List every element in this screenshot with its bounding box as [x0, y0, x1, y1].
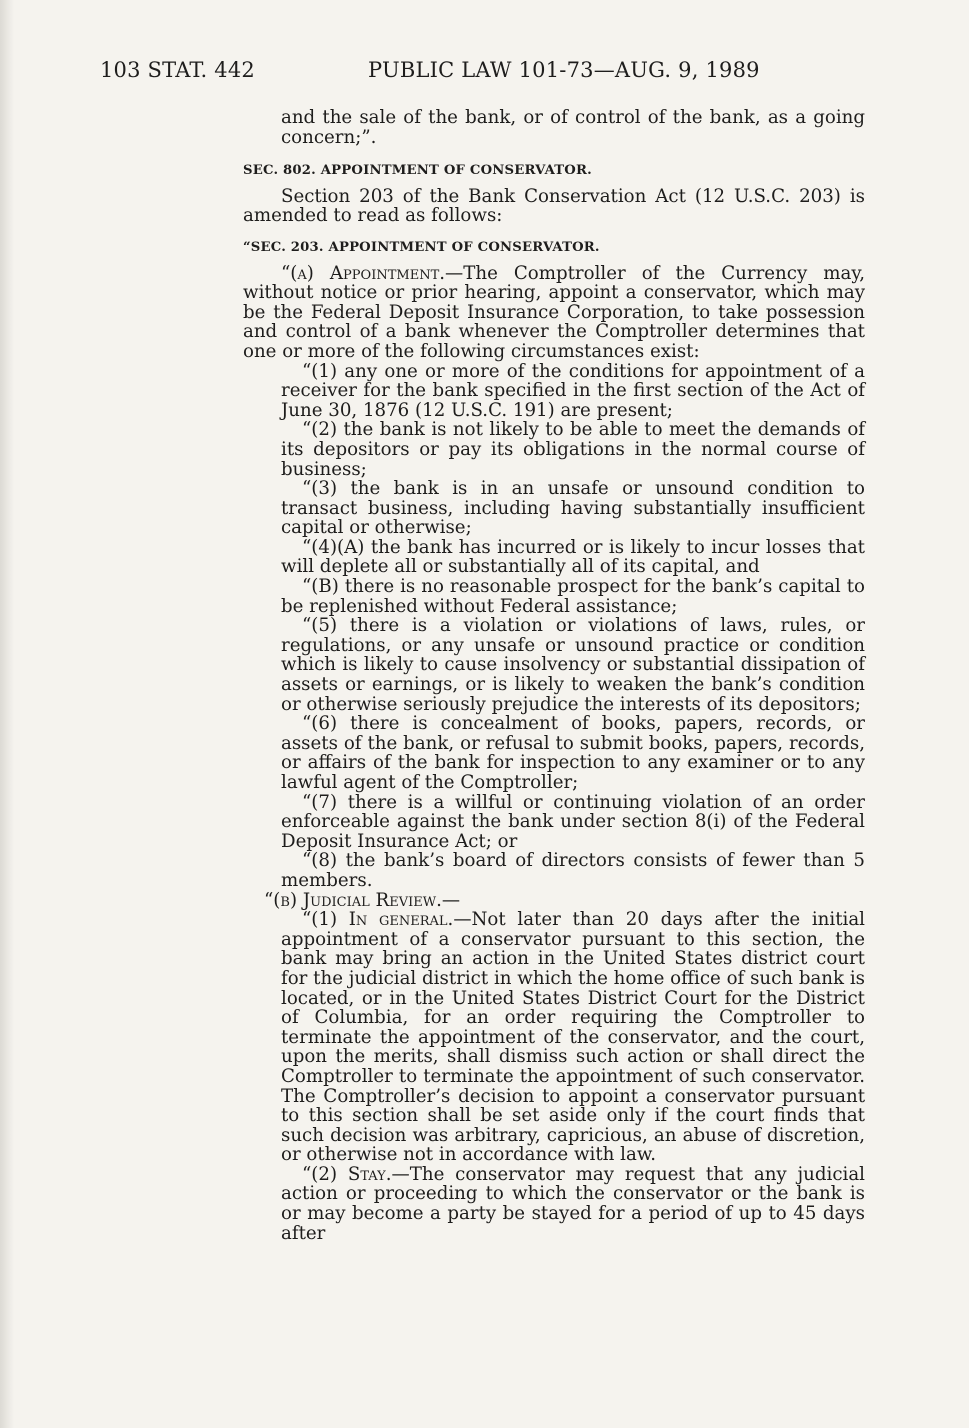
- subsection-a-text: —The Comptroller of the Currency may, without notice or prior hearing, appoint a conservator, which may be the Federal Deposit Insurance Corporation, to take possession and control of a bank whenever the Comptroller determines that one or more of the following circumstances exist:: [243, 262, 865, 362]
- item-8: “(8) the bank’s board of directors consists of fewer than 5 members.: [281, 850, 865, 891]
- item-7: “(7) there is a willful or continuing violation of an order enforceable against the bank under section 8(i) of the Federal Deposit Insurance Act; or: [281, 791, 865, 852]
- continued-paragraph: and the sale of the bank, or of control of the bank, as a going concern;”.: [281, 107, 865, 148]
- document-body: [243, 108, 865, 1243]
- paragraph-b1-heading: “(1) In general.: [302, 909, 454, 931]
- paragraph-b1: [243, 910, 865, 1165]
- paragraph-b2-text: —The conservator may request that any judicial action or proceeding to which the conservator or the bank is or may become a party be stayed for a period of up to 45 days after: [281, 1163, 865, 1244]
- item-2: “(2) the bank is not likely to be able to meet the demands of its depositors or pay its obligations in the normal course of business;: [281, 419, 865, 480]
- law-title: PUBLIC LAW 101-73—AUG. 9, 1989: [368, 58, 760, 82]
- subsection-b-heading: “(b) Judicial Review.—: [264, 889, 461, 911]
- section-203-heading: “SEC. 203. APPOINTMENT OF CONSERVATOR.: [243, 239, 600, 255]
- subsection-a: [243, 264, 865, 362]
- item-1: “(1) any one or more of the conditions for appointment of a receiver for the bank specified in the first section of the Act of June 30, 1876 (12 U.S.C. 191) are present;: [281, 360, 865, 421]
- section-203-amend-paragraph: Section 203 of the Bank Conservation Act (12 U.S.C. 203) is amended to read as follows:: [243, 185, 865, 227]
- page-header: [100, 58, 909, 88]
- paragraph-b1-text: —Not later than 20 days after the initial appointment of a conservator pursuant to this section, the bank may bring an action in the United States district court for the judicial district in which the home office of such bank is located, or in the United States District Court for the District of Columbia, for an order requiring the Comptroller to terminate the appointment of the conservator, and the court, upon the merits, shall dismiss such action or shall direct the Comptroller to terminate the appointment of such conservator. The Comptroller’s decision to appoint a conservator pursuant to this section shall be set aside only if the court finds that such decision was arbitrary, capricious, an abuse of discretion, or otherwise not in accordance with law.: [281, 909, 865, 1166]
- scan-edge: [0, 0, 14, 1428]
- item-3: “(3) the bank is in an unsafe or unsound condition to transact business, including having substantially insufficient capital or otherwise;: [281, 478, 865, 539]
- stat-citation: 103 STAT. 442: [100, 58, 255, 82]
- paragraph-b2-heading: “(2) Stay.: [302, 1163, 392, 1185]
- subsection-a-heading: “(a) Appointment.: [281, 262, 446, 284]
- section-802-heading: SEC. 802. APPOINTMENT OF CONSERVATOR.: [243, 163, 592, 179]
- item-4a: “(4)(A) the bank has incurred or is likely to incur losses that will deplete all or substantially all of its capital, and: [281, 536, 865, 578]
- item-4b: “(B) there is no reasonable prospect for the bank’s capital to be replenished without Federal assistance;: [281, 576, 865, 617]
- item-6: “(6) there is concealment of books, papers, records, or assets of the bank, or refusal to submit books, papers, records, or affairs of the bank for inspection to any examiner or to any lawful agent of the Comptroller;: [281, 713, 865, 793]
- paragraph-b2: [243, 1165, 865, 1243]
- item-5: “(5) there is a violation or violations of laws, rules, or regulations, or any unsafe or unsound practice or condition which is likely to cause insolvency or substantial dissipation of assets or earnings, or is likely to weaken the bank’s condition or otherwise seriously prejudice the interests of its depositors;: [281, 615, 865, 715]
